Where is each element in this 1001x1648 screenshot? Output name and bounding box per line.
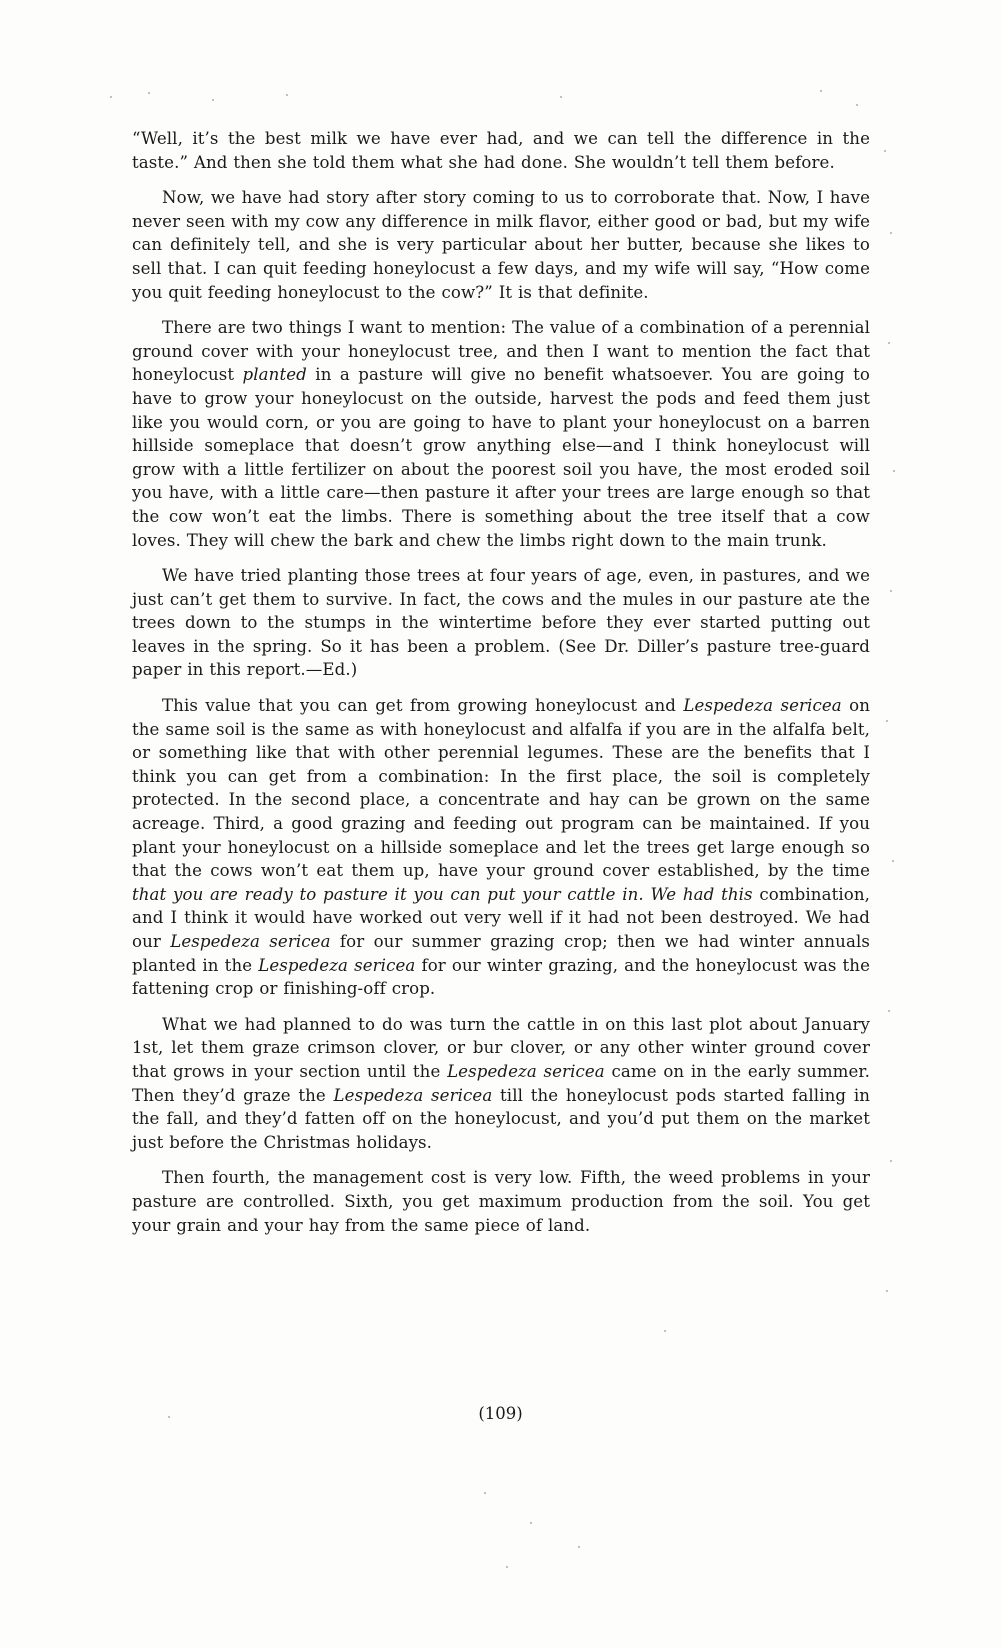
text-run: came on in the early summer. Then they’d graze the <box>132 1061 870 1105</box>
body-text <box>132 127 870 1249</box>
scan-speck <box>530 1522 532 1524</box>
scan-speck <box>168 1416 170 1418</box>
text-run: in a pasture will give no benefit whatsoever. You are going to have to grow your honeylocust on the outside, harvest the pods and feed them just like you would corn, or you are going to have to plant your honeylocust on a barren hillside someplace that doesn’t grow anything else—and I think honeylocust will grow with a little fertilizer on about the poorest soil you have, the most eroded soil you have, with a little care—then pasture it after your trees are large enough so that the cow won’t eat the limbs. There is something about the tree itself that a cow loves. They will chew the bark and chew the limbs right down to the main trunk. <box>132 365 870 550</box>
text-run: for our summer grazing crop; then we had winter annuals planted in the <box>132 932 870 975</box>
scan-speck <box>212 99 214 101</box>
scan-speck <box>890 1160 892 1162</box>
scan-speck <box>506 1566 508 1568</box>
scan-speck <box>148 92 150 94</box>
text-run: for our winter grazing, and the honeylocust was the fattening crop or finishing-off crop. <box>132 955 870 999</box>
text-run: till the honeylocust pods started falling in the fall, and they’d fatten off on the honeylocust, and you’d put them on the market just before the Christmas holidays. <box>132 1085 871 1152</box>
italic-run: Lespedeza sericea <box>258 955 416 975</box>
italic-run: Lespedeza sericea <box>333 1085 493 1105</box>
scan-speck <box>560 96 562 98</box>
scan-speck <box>888 1010 890 1012</box>
text-run: Now, we have had story after story coming to us to corroborate that. Now, I have never seen with my cow any difference in milk flavor, either good or bad, but my wife can definitely tell, and she is very particular about her butter, because she likes to sell that. I can quit feeding honeylocust a few days, and my wife will say, “How come you quit feeding honeylocust to the cow?” It is that definite. <box>132 188 870 302</box>
paragraph-2 <box>132 186 870 304</box>
italic-run: Lespedeza sericea <box>447 1061 605 1081</box>
scan-speck <box>820 90 822 92</box>
paragraph-7 <box>132 1166 870 1237</box>
text-run: This value that you can get from growing honeylocust and <box>162 696 684 716</box>
text-run: on the same soil is the same as with honeylocust and alfalfa if you are in the alfalfa belt, or something like that with other perennial legumes. These are the benefits that I think you can get from a combination: In the first place, the soil is completely protected. In the second place, a concentrate and hay can be grown on the same acreage. Third, a good grazing and feeding out program can be maintained. If you plant your honeylocust on a hillside someplace and let the trees get large enough so that the cows won’t eat them up, have your ground cover established, by the time <box>132 696 870 881</box>
italic-run: planted <box>242 365 307 385</box>
paragraph-4 <box>132 564 870 682</box>
text-run: Then fourth, the management cost is very low. Fifth, the weed problems in your pasture are controlled. Sixth, you get maximum production from the soil. You get your grain and your hay from the same piece of land. <box>132 1168 870 1235</box>
scan-speck <box>886 1290 888 1292</box>
scan-speck <box>110 96 112 98</box>
scan-speck <box>664 1330 666 1332</box>
paragraph-6 <box>132 1013 870 1155</box>
scan-speck <box>578 1546 580 1548</box>
text-run: “Well, it’s the best milk we have ever had, and we can tell the difference in the taste.” And then she told them what she had done. She wouldn’t tell them before. <box>132 129 870 172</box>
text-run: What we had planned to do was turn the cattle in on this last plot about January 1st, let them graze crimson clover, or bur clover, or any other winter ground cover that grows in your section until the <box>132 1014 870 1081</box>
paragraph-5 <box>132 694 870 1001</box>
scan-speck <box>893 470 895 472</box>
italic-run: that you are ready to pasture it you can put your cattle in. We had this <box>132 884 753 904</box>
scan-speck <box>856 104 858 106</box>
paragraph-1 <box>132 127 870 174</box>
text-run: There are two things I want to mention: The value of a combination of a perennial ground cover with your honeylocust tree, and then I want to mention the fact that honeylocust <box>132 318 870 385</box>
italic-run: Lespedeza sericea <box>683 696 842 716</box>
text-run: combination, and I think it would have worked out very well if it had not been destroyed. We had our <box>132 884 871 951</box>
scan-speck <box>890 590 892 592</box>
paragraph-3 <box>132 316 870 552</box>
scan-speck <box>888 342 890 344</box>
scan-speck <box>484 1492 486 1494</box>
italic-run: Lespedeza sericea <box>170 932 331 951</box>
scan-speck <box>884 150 886 152</box>
scan-speck <box>286 94 288 96</box>
page-number: (109) <box>478 1404 523 1423</box>
text-run: We have tried planting those trees at four years of age, even, in pastures, and we just can’t get them to survive. In fact, the cows and the mules in our pasture ate the trees down to the stumps in the wintertime before they ever started putting out leaves in the spring. So it has been a problem. (See Dr. Diller’s pasture tree-guard paper in this report.—Ed.) <box>132 566 870 680</box>
scan-speck <box>890 232 892 234</box>
scan-speck <box>892 860 894 862</box>
scan-speck <box>886 720 888 722</box>
